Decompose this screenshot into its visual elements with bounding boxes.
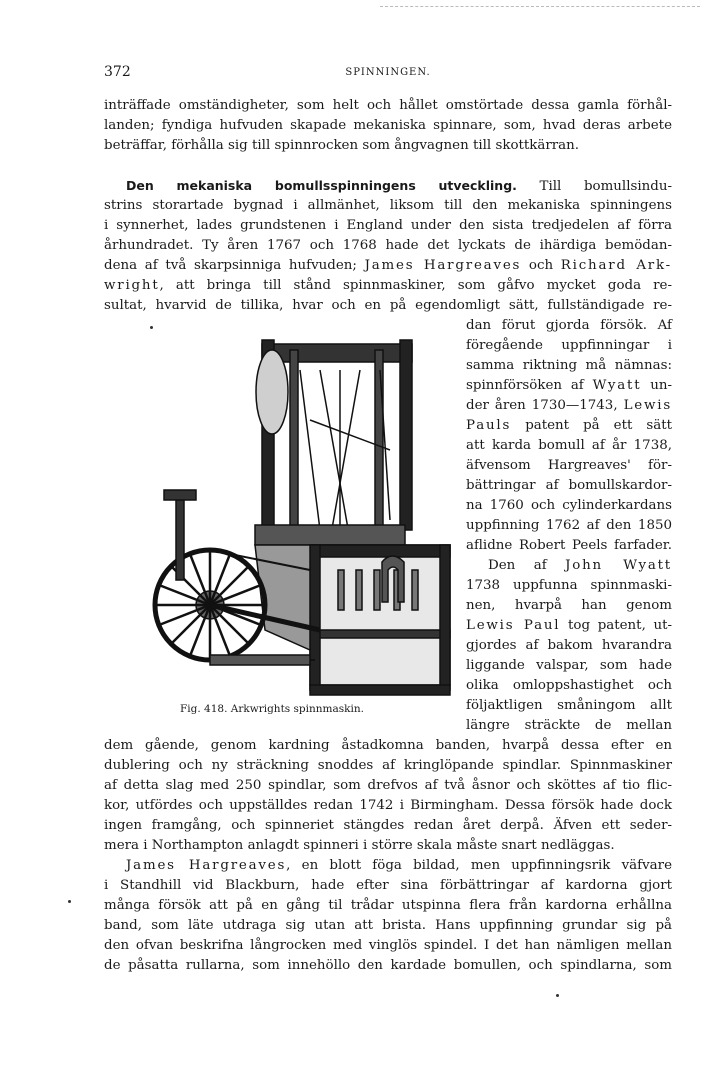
spinning-machine-illustration <box>150 330 460 700</box>
text-line: föregående uppfinningar i <box>466 338 672 353</box>
text-line: dena af två skarpsinniga hufvuden; James Hargreaves och Richard Ark- <box>104 258 672 273</box>
text-line: der åren 1730—1743, Lewis <box>466 398 672 413</box>
text-line: dublering och ny sträckning snoddes af kringlöpande spindlar. Spinnmaskiner <box>104 758 672 773</box>
figure-caption: Fig. 418. Arkwrights spinnmaskin. <box>180 703 364 715</box>
text-line: wright, att bringa till stånd spinnmaskiner, som gåfvo mycket goda re- <box>104 278 672 293</box>
person-name: Richard Ark- <box>560 258 672 273</box>
text-line: längre sträckte de mellan <box>466 718 672 733</box>
text-line: na 1760 och cylinderkardans <box>466 498 672 513</box>
text-line: uppfinning 1762 af den 1850 <box>466 518 672 533</box>
text-line: äfvensom Hargreaves' för- <box>466 458 672 473</box>
text-line: beträffar, förhålla sig till spinnrocken som ångvagnen till skottkärran. <box>104 138 580 153</box>
text-line: de påsatta rullarna, som innehöllo den kardade bomullen, och spindlarna, som <box>104 958 672 973</box>
text-line: band, som läte utdraga sig utan att brista. Hans uppfinning grundar sig på <box>104 918 672 933</box>
text-line: att karda bomull af år 1738, <box>466 438 672 453</box>
scan-speck <box>556 994 559 997</box>
text-line: aflidne Robert Peels farfader. <box>466 538 672 553</box>
text-line: inträffade omständigheter, som helt och hållet omstörtade dessa gamla förhål- <box>104 98 672 113</box>
figure-illustration <box>150 330 460 700</box>
text-line: Den af John Wyatt <box>488 558 672 573</box>
text-line: samma riktning må nämnas: <box>466 358 672 373</box>
text-line: liggande valspar, som hade <box>466 658 672 673</box>
text-line: mera i Northampton anlagdt spinneri i större skala måste snart nedläggas. <box>104 838 615 853</box>
text-line: århundradet. Ty åren 1767 och 1768 hade det lyckats de ihärdiga bemödan- <box>104 238 672 253</box>
scan-speck <box>68 900 71 903</box>
text-line: nen, hvarpå han genom <box>466 598 672 613</box>
text-line: Pauls patent på ett sätt <box>466 418 672 433</box>
section-heading: Den mekaniska bomullsspinningens utveckling. <box>126 178 517 193</box>
text-line: James Hargreaves, en blott föga bildad, men uppfinningsrik väfvare <box>126 858 672 873</box>
text-line: af detta slag med 250 spindlar, som drefvos af två åsnor och sköttes af tio flic- <box>104 778 672 793</box>
person-name: James Hargreaves <box>126 858 287 873</box>
text-line: olika omloppshastighet och <box>466 678 672 693</box>
running-title: SPINNINGEN. <box>345 67 431 78</box>
text-line: gjordes af bakom hvarandra <box>466 638 672 653</box>
text-line: Lewis Paul tog patent, ut- <box>466 618 672 633</box>
person-name: wright <box>104 278 160 293</box>
text-line: följaktligen småningom allt <box>466 698 672 713</box>
text-line: sultat, hvarvid de tillika, hvar och en på egendomligt sätt, fullständigade re- <box>104 298 672 313</box>
text-line: i synnerhet, lades grundstenen i England under den sista tredjedelen af förra <box>104 218 672 233</box>
section-heading-line: Den mekaniska bomullsspinningens utveckling. Till bomullsindu- <box>126 178 672 194</box>
text-line: kor, utfördes och uppställdes redan 1742 i Birmingham. Dessa försök hade dock <box>104 798 672 813</box>
scan-edge-line <box>380 6 700 8</box>
text-line: bättringar af bomullskardor- <box>466 478 672 493</box>
page-number: 372 <box>104 64 131 80</box>
text-line: landen; fyndiga hufvuden skapade mekaniska spinnare, som, hvad deras arbete <box>104 118 672 133</box>
person-name: James Hargreaves <box>364 258 522 273</box>
scan-speck <box>150 326 153 329</box>
text-line: dan förut gjorda försök. Af <box>466 318 672 333</box>
text-line: i Standhill vid Blackburn, hade efter sina förbättringar af kardorna gjort <box>104 878 672 893</box>
text-line: strins storartade bygnad i allmänhet, liksom till den mekaniska spinningens <box>104 198 672 213</box>
text-line: dem gående, genom kardning åstadkomna banden, hvarpå dessa efter en <box>104 738 672 753</box>
text-line: 1738 uppfunna spinnmaski- <box>466 578 672 593</box>
page-header <box>104 64 672 84</box>
text-line: spinnförsöken af Wyatt un- <box>466 378 672 393</box>
text-line: den ofvan beskrifna långrocken med vinglös spindel. I det han nämligen mellan <box>104 938 672 953</box>
text-line: ingen framgång, och spinneriet stängdes redan året derpå. Äfven ett seder- <box>104 818 672 833</box>
text-line: många försök att på en gång til trådar utspinna flera från kardorna erhållna <box>104 898 672 913</box>
